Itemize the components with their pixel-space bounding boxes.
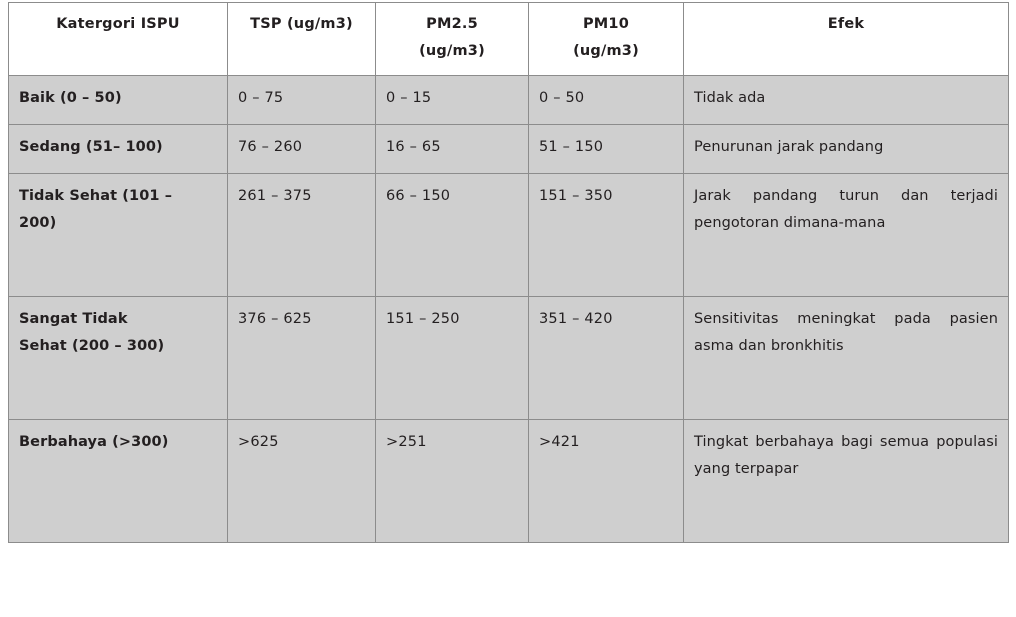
cell-pm10: 151 – 350 <box>529 173 684 296</box>
column-header-efek <box>684 3 1009 76</box>
cell-pm25: 66 – 150 <box>376 173 529 296</box>
table-row <box>9 124 1009 173</box>
header-text-unit: (ug/m3) <box>419 42 485 59</box>
cell-efek: Sensitivitas meningkat pada pasien asma dan bronkhitis <box>684 296 1009 419</box>
table-row <box>9 75 1009 124</box>
cell-text: Berbahaya (>300) <box>19 433 169 450</box>
table-row <box>9 173 1009 296</box>
cell-kategori <box>9 75 228 124</box>
cell-efek: Jarak pandang turun dan terjadi pengotoran dimana-mana <box>684 173 1009 296</box>
cell-kategori <box>9 124 228 173</box>
cell-text-line2: 200) <box>19 215 57 232</box>
column-header-kategori <box>9 3 228 76</box>
cell-pm25: >251 <box>376 419 529 542</box>
header-text: Efek <box>827 16 865 32</box>
cell-pm25: 151 – 250 <box>376 296 529 419</box>
cell-tsp: 0 – 75 <box>228 75 376 124</box>
header-text: Katergori ISPU <box>56 16 180 32</box>
cell-efek: Tingkat berbahaya bagi semua populasi yang terpapar <box>684 419 1009 542</box>
header-text: PM2.5 <box>426 16 478 32</box>
cell-pm10: 351 – 420 <box>529 296 684 419</box>
cell-pm10: >421 <box>529 419 684 542</box>
cell-pm25: 16 – 65 <box>376 124 529 173</box>
column-header-pm10 <box>529 3 684 76</box>
cell-text: Baik (0 – 50) <box>19 89 122 106</box>
cell-tsp: 261 – 375 <box>228 173 376 296</box>
table-body <box>9 75 1009 542</box>
header-text: PM10 <box>582 16 630 32</box>
cell-text: Sedang (51– 100) <box>19 138 163 155</box>
cell-pm10: 0 – 50 <box>529 75 684 124</box>
column-header-tsp <box>228 3 376 76</box>
cell-kategori <box>9 419 228 542</box>
cell-text: Sangat Tidak <box>19 310 128 327</box>
table-row <box>9 419 1009 542</box>
table-header <box>9 3 1009 76</box>
cell-kategori <box>9 296 228 419</box>
cell-tsp: >625 <box>228 419 376 542</box>
header-text: TSP (ug/m3) <box>250 16 353 32</box>
table-row <box>9 296 1009 419</box>
cell-tsp: 76 – 260 <box>228 124 376 173</box>
header-row <box>9 3 1009 76</box>
ispu-table <box>8 2 1009 543</box>
header-text-unit: (ug/m3) <box>573 42 639 59</box>
cell-pm10: 51 – 150 <box>529 124 684 173</box>
cell-efek: Penurunan jarak pandang <box>684 124 1009 173</box>
cell-text: Tidak Sehat (101 – <box>19 187 173 204</box>
column-header-pm25 <box>376 3 529 76</box>
cell-kategori <box>9 173 228 296</box>
cell-tsp: 376 – 625 <box>228 296 376 419</box>
cell-efek: Tidak ada <box>684 75 1009 124</box>
cell-text-line2: Sehat (200 – 300) <box>19 338 165 355</box>
cell-pm25: 0 – 15 <box>376 75 529 124</box>
